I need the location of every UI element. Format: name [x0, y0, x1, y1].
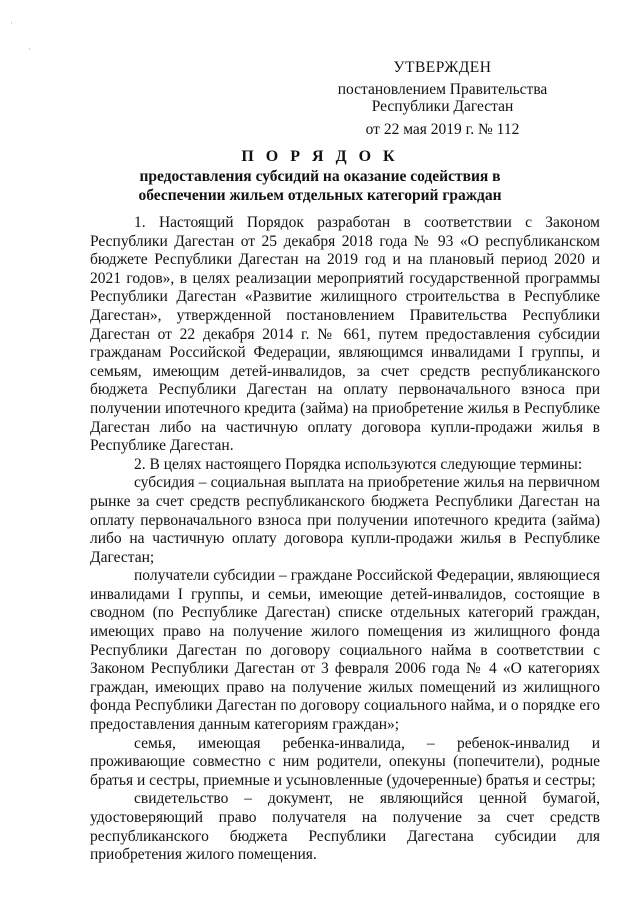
scan-mark: · [10, 18, 13, 28]
approval-resolution: постановлением Правительства [337, 81, 548, 98]
paragraph-certificate-definition: свидетельство – документ, не являющийся ценной бумагой, удостоверяющий право получателя на получение за счет средств республиканского бюджета Республики Дагестана субсидии для приобретения жилого помещения. [90, 790, 600, 864]
document-body [90, 214, 600, 865]
paragraph-family-definition: семья, имеющая ребенка-инвалида, – ребенок-инвалид и проживающие совместно с ним родители, опекуны (попечители), родные братья и сестры, приемные и усыновленные (удочеренные) братья и сестры; [90, 734, 600, 789]
document-title: П О Р Я Д О К [241, 148, 399, 165]
paragraph-subsidy-definition: субсидия – социальная выплата на приобретение жилья на первичном рынке за счет средств республиканского бюджета Республики Дагестан на оплату первоначального взноса при получении ипотечного кредита (займа) либо на частичную оплату договора купли-продажи жилья в Республике Дагестан; [90, 474, 600, 566]
paragraph-recipients-definition: получатели субсидии – граждане Российской Федерации, являющиеся инвалидами I группы, и семьи, имеющие детей-инвалидов, состоящие в сводном (по Республике Дагестан) списке отдельных категорий граждан, имеющих право на получение жилого помещения из жилищного фонда Республики Дагестан по договору социального найма в соответствии с Законом Республики Дагестан от 3 февраля 2006 года № 4 «О категориях граждан, имеющих право на получение жилых помещений из жилищного фонда Республики Дагестан по договору социального найма, и о порядке его предоставления данным категориям граждан»; [90, 567, 600, 734]
paragraph-1: 1. Настоящий Порядок разработан в соответствии с Законом Республики Дагестан от 25 декабря 2018 года № 93 «О республиканском бюджете Республики Дагестан на 2019 год и на плановый период 2020 и 2021 годов», в целях реализации мероприятий государственной программы Республики Дагестан «Развитие жилищного строительства в Республике Дагестан», утвержденной постановлением Правительства Республики Дагестан от 22 декабря 2014 г. № 661, путем предоставления субсидии гражданам Российской Федерации, являющимся инвалидами I группы, и семьям, имеющим детей-инвалидов, за счет средств республиканского бюджета Республики Дагестан на оплату первоначального взноса при получении ипотечного кредита (займа) на приобретение жилья в Республике Дагестан либо на частичную оплату договора купли-продажи жилья в Республике Дагестан. [90, 214, 600, 455]
document-subtitle: предоставления субсидий на оказание содействия в обеспечении жильем отдельных категорий граждан [138, 168, 502, 204]
paragraph-2: 2. В целях настоящего Порядка используются следующие термины: [134, 455, 583, 473]
approval-region: Республики Дагестан [371, 98, 514, 115]
scan-mark: · [28, 44, 31, 54]
approval-heading: УТВЕРЖДЕН [393, 59, 492, 76]
approval-date-number: от 22 мая 2019 г. № 112 [365, 121, 520, 138]
